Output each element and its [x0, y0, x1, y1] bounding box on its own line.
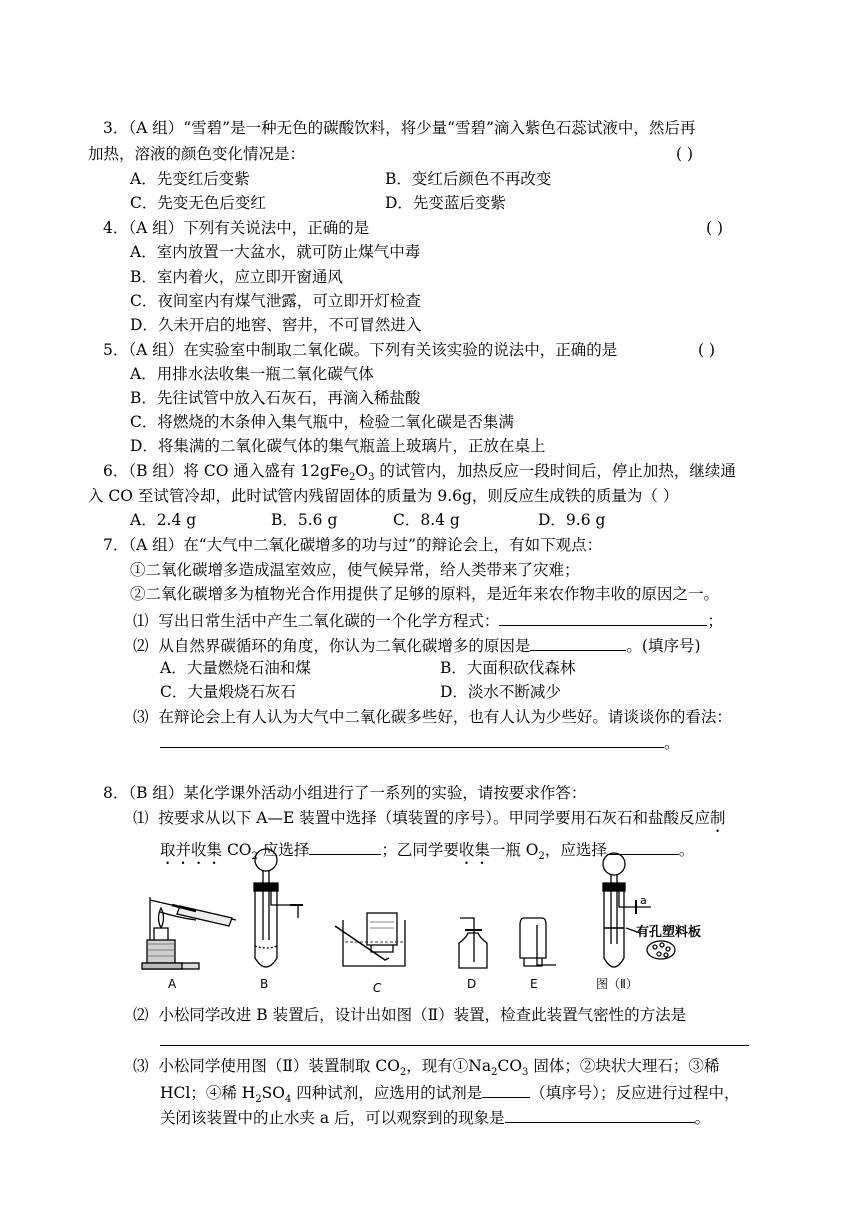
apparatus-e — [520, 918, 556, 966]
q7-part3: ⑶ 在辩论会上有人认为大气中二氧化碳多些好，也有人认为少些好。请谈谈你的看法： — [133, 708, 732, 726]
q8-part2: ⑵ 小松同学改进 B 装置后，设计出如图（Ⅱ）装置，检查此装置气密性的方法是 — [133, 1006, 687, 1024]
q8-part1-blank-jia[interactable] — [309, 838, 381, 855]
q4-stem: 4．（A 组）下列有关说法中，正确的是 — [103, 219, 370, 237]
q8-part1-line1: ⑴ 按要求从以下 A—E 装置中选择（填装置的序号）。甲同学要用石灰石和盐酸反应制 — [133, 809, 726, 827]
q6-option-d: D．9.6 g — [538, 511, 606, 529]
q8-part3-line2: HCl；④稀 $H_2SO_4$ 四种试剂，应选用的试剂是 （填序号）；反应进行过程中， — [160, 1081, 740, 1110]
q5-option-b: B．先往试管中放入石灰石，再滴入稀盐酸 — [130, 389, 421, 407]
q7-part1-blank[interactable] — [499, 609, 707, 626]
q3-stem-line1: 3．（A 组）“雪碧”是一种无色的碳酸饮料，将少量“雪碧”滴入紫色石蕊试液中，然后再 — [103, 119, 696, 137]
apparatus-a — [142, 897, 236, 969]
q3-answer-paren: ( ) — [676, 145, 694, 163]
fig-label-plate: 有孔塑料板 — [636, 925, 702, 940]
q7-view-1: ①二氧化碳增多造成温室效应，使气候异常，给人类带来了灾难； — [130, 561, 580, 579]
q8-stem: 8．（B 组）某化学课外活动小组进行了一系列的实验，请按要求作答： — [103, 784, 587, 802]
q4-answer-paren: ( ) — [706, 219, 724, 237]
q3-stem-line2: 加热，溶液的颜色变化情况是： — [88, 145, 306, 163]
q8-part3-line3: 关闭该装置中的止水夹 a 后，可以观察到的现象是 。 — [160, 1106, 710, 1128]
q6-option-a: A．2.4 g — [130, 511, 197, 529]
q7-option-c: C．大量煅烧石灰石 — [160, 683, 296, 701]
q4-option-a: A．室内放置一大盆水，就可防止煤气中毒 — [130, 243, 421, 261]
q7-part1: ⑴ 写出日常生活中产生二氧化碳的一个化学方程式： ； — [133, 609, 723, 631]
q7-option-d: D．淡水不断减少 — [440, 683, 561, 701]
fig-label-a: A — [168, 977, 177, 991]
q7-part3-answer-line: 。 — [160, 731, 680, 753]
fig-label-fig2: 图（Ⅱ） — [596, 977, 638, 991]
q8-part1-line2: 取并收集 $CO_2$ 应选择 ；乙同学要收集一瓶 $O_2$，应选择 。 — [160, 838, 694, 868]
q4-option-b: B．室内着火，应立即开窗通风 — [130, 268, 343, 286]
q7-part3-blank[interactable] — [160, 731, 664, 748]
q4-option-d: D．久未开启的地窖、窖井，不可冒然进入 — [130, 316, 422, 334]
q7-option-b: B．大面积砍伐森林 — [440, 659, 576, 677]
q6-option-b: B．5.6 g — [271, 511, 338, 529]
fig-label-e: E — [530, 977, 538, 991]
q8-part3-blank-reagent[interactable] — [482, 1081, 530, 1098]
q5-option-a: A．用排水法收集一瓶二氧化碳气体 — [130, 365, 374, 383]
q7-part2: ⑵ 从自然界碳循环的角度，你认为二氧化碳增多的原因是 。(填序号) — [133, 634, 701, 656]
q7-option-a: A．大量燃烧石油和煤 — [160, 659, 311, 677]
q5-option-c: C．将燃烧的木条伸入集气瓶中，检验二氧化碳是否集满 — [130, 413, 514, 431]
q7-view-2: ②二氧化碳增多为植物光合作用提供了足够的原料，是近年来农作物丰收的原因之一。 — [130, 585, 720, 603]
q8-part3-line1: ⑶ 小松同学使用图（Ⅱ）装置制取 $CO_2$，现有$①Na_2CO_3$ 固体；②块状大理石；③稀 — [133, 1057, 720, 1079]
q5-stem: 5．（A 组）在实验室中制取二氧化碳。下列有关该实验的说法中，正确的是 — [103, 341, 618, 359]
q5-answer-paren: ( ) — [698, 341, 716, 359]
fig-label-d: D — [467, 977, 477, 991]
q7-stem: 7．（A 组）在“大气中二氧化碳增多的功与过”的辩论会上，有如下观点： — [103, 536, 603, 554]
q4-option-c: C．夜间室内有煤气泄露，可立即开灯检查 — [130, 292, 421, 310]
q5-option-d: D．将集满的二氧化碳气体的集气瓶盖上玻璃片，正放在桌上 — [130, 437, 546, 455]
fig-label-clamp-a: a — [640, 894, 647, 907]
apparatus-d — [459, 918, 487, 968]
fig-label-c: C — [373, 981, 382, 995]
q7-part2-blank[interactable] — [530, 634, 626, 651]
fig-label-b: B — [260, 977, 269, 991]
q3-option-d: D．先变蓝后变紫 — [385, 194, 506, 212]
q6-stem-line1: 6．（B 组）将 CO 通入盛有 $12gFe_2O_3$ 的试管内，加热反应一段时间后，停止加热，继续通 — [103, 462, 736, 484]
q3-option-c: C．先变无色后变红 — [130, 194, 266, 212]
q8-part2-blank[interactable] — [160, 1045, 749, 1046]
q6-stem-line2: 入 CO 至试管冷却，此时试管内残留固体的质量为 9.6g，则反应生成铁的质量为（ ） — [88, 487, 679, 505]
q3-option-a: A．先变红后变紫 — [130, 170, 250, 188]
q6-option-c: C．8.4 g — [393, 511, 460, 529]
q3-option-b: B．变红后颜色不再改变 — [385, 170, 552, 188]
apparatus-fig2 — [603, 853, 675, 967]
q8-part1-blank-yi[interactable] — [607, 838, 679, 855]
q8-part3-blank-phenomenon[interactable] — [505, 1106, 695, 1123]
apparatus-c — [335, 913, 405, 966]
